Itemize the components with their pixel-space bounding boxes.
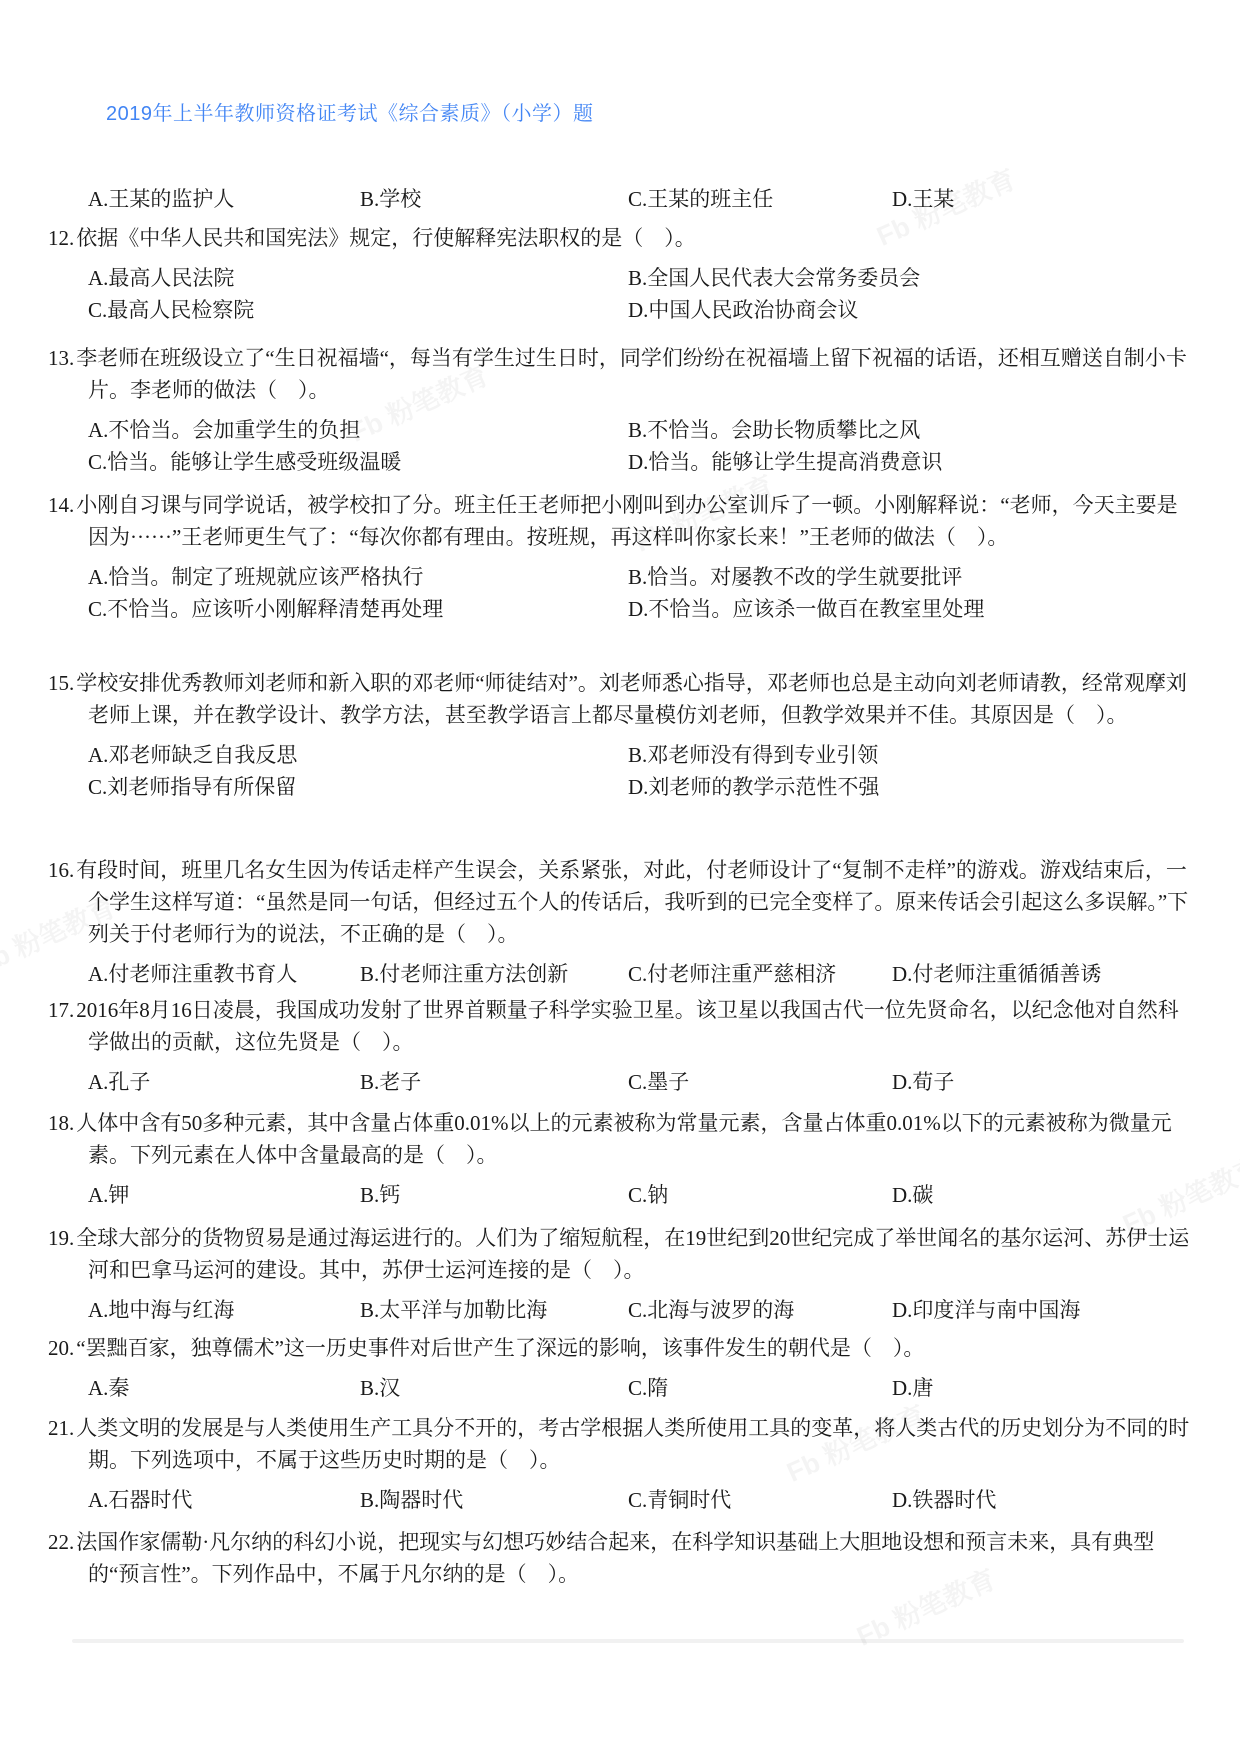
option-a: A.恰当。制定了班规就应该严格执行 bbox=[88, 565, 424, 589]
question-number: 12. bbox=[48, 226, 75, 250]
option-b: B.学校 bbox=[360, 187, 422, 211]
option-b: B.钙 bbox=[360, 1183, 401, 1207]
question-stem bbox=[48, 667, 1195, 731]
option-c: C.隋 bbox=[628, 1376, 669, 1400]
page-divider bbox=[72, 1639, 1184, 1643]
page-title: 2019年上半年教师资格证考试《综合素质》（小学）题 bbox=[106, 103, 594, 125]
option-b: B.不恰当。会助长物质攀比之风 bbox=[628, 418, 921, 442]
question-19 bbox=[48, 1222, 1195, 1326]
option-d: D.铁器时代 bbox=[892, 1488, 997, 1512]
question-21 bbox=[48, 1412, 1195, 1516]
question-22 bbox=[48, 1526, 1195, 1590]
option-a: A.孔子 bbox=[88, 1070, 151, 1094]
options-group bbox=[48, 739, 1195, 803]
question-number: 19. bbox=[48, 1226, 75, 1250]
option-b: B.全国人民代表大会常务委员会 bbox=[628, 266, 921, 290]
question-13 bbox=[48, 342, 1195, 478]
option-b: B.陶器时代 bbox=[360, 1488, 464, 1512]
options-group bbox=[48, 262, 1195, 326]
question-text: 依据《中华人民共和国宪法》规定，行使解释宪法职权的是（ ）。 bbox=[76, 226, 696, 250]
question-stem bbox=[48, 342, 1195, 406]
question-14 bbox=[48, 489, 1195, 625]
question-text: 人类文明的发展是与人类使用生产工具分不开的，考古学根据人类所使用工具的变革，将人类古代的历史划分为不同的时期。下列选项中，不属于这些历史时期的是（ ）。 bbox=[76, 1416, 1190, 1472]
option-c: C.刘老师指导有所保留 bbox=[88, 775, 297, 799]
option-b: B.汉 bbox=[360, 1376, 401, 1400]
question-text: 李老师在班级设立了“生日祝福墙“，每当有学生过生日时，同学们纷纷在祝福墙上留下祝福的话语，还相互赠送自制小卡片。李老师的做法（ ）。 bbox=[76, 346, 1187, 402]
question-stem bbox=[48, 1412, 1195, 1476]
option-b: B.老子 bbox=[360, 1070, 422, 1094]
question-12 bbox=[48, 222, 1195, 326]
question-stem bbox=[48, 222, 1195, 254]
option-c: C.付老师注重严慈相济 bbox=[628, 962, 837, 986]
options-group bbox=[48, 561, 1195, 625]
option-d: D.不恰当。应该杀一做百在教室里处理 bbox=[628, 597, 985, 621]
question-18 bbox=[48, 1107, 1195, 1211]
option-c: C.墨子 bbox=[628, 1070, 690, 1094]
option-c: C.恰当。能够让学生感受班级温暖 bbox=[88, 450, 402, 474]
option-c: C.青铜时代 bbox=[628, 1488, 732, 1512]
option-a: A.秦 bbox=[88, 1376, 130, 1400]
option-d: D.印度洋与南中国海 bbox=[892, 1298, 1081, 1322]
question-20 bbox=[48, 1332, 1195, 1404]
option-b: B.恰当。对屡教不改的学生就要批评 bbox=[628, 565, 963, 589]
question-stem bbox=[48, 1526, 1195, 1590]
option-c: C.不恰当。应该听小刚解释清楚再处理 bbox=[88, 597, 444, 621]
question-text: 人体中含有50多种元素，其中含量占体重0.01%以上的元素被称为常量元素，含量占体重0.01%以下的元素被称为微量元素。下列元素在人体中含量最高的是（ ）。 bbox=[76, 1111, 1172, 1167]
option-a: A.最高人民法院 bbox=[88, 266, 235, 290]
question-stem bbox=[48, 994, 1195, 1058]
question-number: 18. bbox=[48, 1111, 75, 1135]
question-number: 15. bbox=[48, 671, 75, 695]
question-text: “罢黜百家，独尊儒术”这一历史事件对后世产生了深远的影响，该事件发生的朝代是（ ）。 bbox=[76, 1336, 925, 1360]
option-a: A.付老师注重教书育人 bbox=[88, 962, 298, 986]
question-text: 2016年8月16日凌晨，我国成功发射了世界首颗量子科学实验卫星。该卫星以我国古代一位先贤命名，以纪念他对自然科学做出的贡献，这位先贤是（ ）。 bbox=[76, 998, 1179, 1054]
option-c: C.北海与波罗的海 bbox=[628, 1298, 795, 1322]
question-number: 22. bbox=[48, 1530, 75, 1554]
option-b: B.太平洋与加勒比海 bbox=[360, 1298, 548, 1322]
options-group bbox=[48, 958, 1195, 990]
options-group bbox=[48, 1484, 1195, 1516]
option-c: C.最高人民检察院 bbox=[88, 298, 255, 322]
question-number: 20. bbox=[48, 1336, 75, 1360]
question-number: 21. bbox=[48, 1416, 75, 1440]
option-d: D.唐 bbox=[892, 1376, 934, 1400]
option-d: D.付老师注重循循善诱 bbox=[892, 962, 1102, 986]
option-d: D.荀子 bbox=[892, 1070, 955, 1094]
question-number: 13. bbox=[48, 346, 75, 370]
option-c: C.王某的班主任 bbox=[628, 187, 774, 211]
option-a: A.邓老师缺乏自我反思 bbox=[88, 743, 298, 767]
option-a: A.地中海与红海 bbox=[88, 1298, 235, 1322]
question-stem bbox=[48, 854, 1195, 950]
question-text: 法国作家儒勒·凡尔纳的科幻小说，把现实与幻想巧妙结合起来，在科学知识基础上大胆地设想和预言未来，具有典型的“预言性”。下列作品中，不属于凡尔纳的是（ ）。 bbox=[76, 1530, 1155, 1586]
question-text: 有段时间，班里几名女生因为传话走样产生误会，关系紧张，对此，付老师设计了“复制不走样”的游戏。游戏结束后，一个学生这样写道：“虽然是同一句话，但经过五个人的传话后，我听到的已完全变样了。原来传话会引起这么多误解。”下列关于付老师行为的说法，不正确的是（ ）。 bbox=[76, 858, 1189, 946]
question-17 bbox=[48, 994, 1195, 1098]
option-a: A.王某的监护人 bbox=[88, 187, 235, 211]
question-stem bbox=[48, 1222, 1195, 1286]
option-a: A.石器时代 bbox=[88, 1488, 193, 1512]
option-d: D.恰当。能够让学生提高消费意识 bbox=[628, 450, 943, 474]
option-b: B.付老师注重方法创新 bbox=[360, 962, 569, 986]
question-11-carryover bbox=[48, 183, 1195, 215]
option-d: D.王某 bbox=[892, 187, 955, 211]
options-group bbox=[48, 1294, 1195, 1326]
question-text: 学校安排优秀教师刘老师和新入职的邓老师“师徒结对”。刘老师悉心指导，邓老师也总是主动向刘老师请教，经常观摩刘老师上课，并在教学设计、教学方法，甚至教学语言上都尽量模仿刘老师，但教学效果并不佳。其原因是（ ）。 bbox=[76, 671, 1187, 727]
question-15 bbox=[48, 667, 1195, 803]
question-text: 全球大部分的货物贸易是通过海运进行的。人们为了缩短航程，在19世纪到20世纪完成了举世闻名的基尔运河、苏伊士运河和巴拿马运河的建设。其中，苏伊士运河连接的是（ ）。 bbox=[76, 1226, 1190, 1282]
options-group bbox=[48, 414, 1195, 478]
options-group bbox=[48, 1372, 1195, 1404]
option-d: D.中国人民政治协商会议 bbox=[628, 298, 859, 322]
question-stem bbox=[48, 1107, 1195, 1171]
question-16 bbox=[48, 854, 1195, 990]
option-d: D.碳 bbox=[892, 1183, 934, 1207]
question-stem bbox=[48, 1332, 1195, 1364]
question-text: 小刚自习课与同学说话，被学校扣了分。班主任王老师把小刚叫到办公室训斥了一顿。小刚解释说：“老师，今天主要是因为······”王老师更生气了：“每次你都有理由。按班规，再这样叫你家长来！”王老师的做法（ ）。 bbox=[76, 493, 1178, 549]
option-d: D.刘老师的教学示范性不强 bbox=[628, 775, 880, 799]
option-a: A.不恰当。会加重学生的负担 bbox=[88, 418, 361, 442]
option-a: A.钾 bbox=[88, 1183, 130, 1207]
option-c: C.钠 bbox=[628, 1183, 669, 1207]
question-stem bbox=[48, 489, 1195, 553]
question-number: 17. bbox=[48, 998, 75, 1022]
option-b: B.邓老师没有得到专业引领 bbox=[628, 743, 879, 767]
question-number: 14. bbox=[48, 493, 75, 517]
options-group bbox=[48, 183, 1195, 215]
question-number: 16. bbox=[48, 858, 75, 882]
options-group bbox=[48, 1179, 1195, 1211]
options-group bbox=[48, 1066, 1195, 1098]
